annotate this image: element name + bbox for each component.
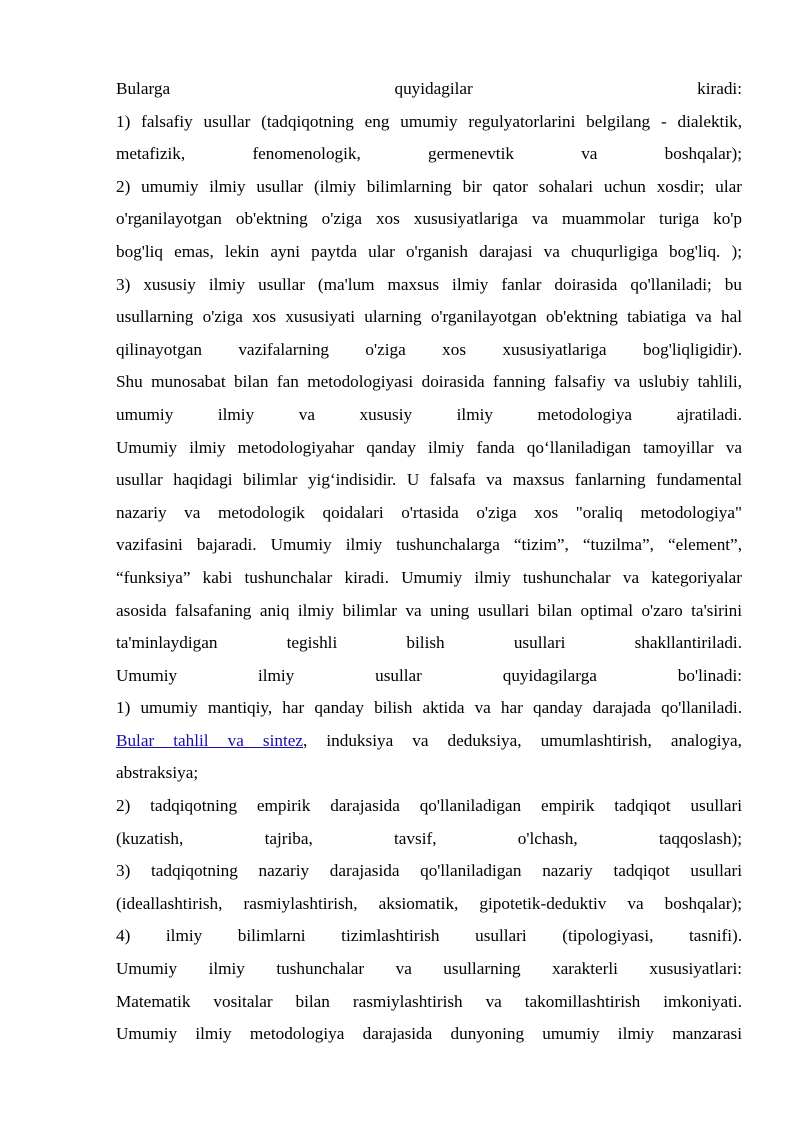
text-line: Shu munosabat bilan fan metodologiyasi doirasida fanning falsafiy va uslubiy tahlili, bbox=[116, 372, 742, 392]
text-line: Umumiy ilmiy metodologiyahar qanday ilmiy fanda qo‘llaniladigan tamoyillar va bbox=[116, 437, 742, 457]
text-line: umumiy ilmiy va xususiy ilmiy metodologiya ajratiladi. bbox=[116, 404, 742, 424]
text-line: (kuzatish, tajriba, tavsif, o'lchash, taqqoslash); bbox=[116, 828, 742, 848]
text-line: 1) umumiy mantiqiy, har qanday bilish aktida va har qanday darajada qo'llaniladi. bbox=[116, 698, 742, 718]
text-line: 2) tadqiqotning empirik darajasida qo'llaniladigan empirik tadqiqot usullari bbox=[116, 796, 742, 816]
text-line: “funksiya” kabi tushunchalar kiradi. Umumiy ilmiy tushunchalar va kategoriyalar bbox=[116, 567, 742, 587]
text-line: Umumiy ilmiy usullar quyidagilarga bo'linadi: bbox=[116, 665, 742, 685]
text-line: qilinayotgan vazifalarning o'ziga xos xususiyatlariga bog'liqligidir). bbox=[116, 339, 742, 359]
text-line-with-link bbox=[116, 725, 742, 758]
text-line: Bularga quyidagilar kiradi: bbox=[116, 79, 742, 98]
text-line: 1) falsafiy usullar (tadqiqotning eng umumiy regulyatorlarini belgilang - dialektik, bbox=[116, 111, 742, 131]
tahlil-sintez-link[interactable]: Bular tahlil va sintez bbox=[116, 730, 303, 750]
text-line: Umumiy ilmiy metodologiya darajasida dunyoning umumiy ilmiy manzarasi bbox=[116, 1024, 742, 1044]
text-line: o'rganilayotgan ob'ektning o'ziga xos xususiyatlariga va muammolar turiga ko'p bbox=[116, 209, 742, 229]
text-line: Matematik vositalar bilan rasmiylashtirish va takomillashtirish imkoniyati. bbox=[116, 991, 742, 1011]
link-line-rest: , induksiya va deduksiya, umumlashtirish, analogiya, bbox=[303, 730, 742, 750]
text-line: 3) xususiy ilmiy usullar (ma'lum maxsus ilmiy fanlar doirasida qo'llaniladi; bu bbox=[116, 274, 742, 294]
text-line: nazariy va metodologik qoidalari o'rtasida o'ziga xos "oraliq metodologiya" bbox=[116, 502, 742, 522]
text-line: (ideallashtirish, rasmiylashtirish, aksiomatik, gipotetik-deduktiv va boshqalar); bbox=[116, 893, 742, 913]
text-line: vazifasini bajaradi. Umumiy ilmiy tushunchalarga “tizim”, “tuzilma”, “element”, bbox=[116, 535, 742, 555]
document-page bbox=[116, 73, 742, 1051]
text-line: metafizik, fenomenologik, germenevtik va boshqalar); bbox=[116, 144, 742, 164]
text-line: 3) tadqiqotning nazariy darajasida qo'llaniladigan nazariy tadqiqot usullari bbox=[116, 861, 742, 881]
text-line: abstraksiya; bbox=[116, 763, 199, 783]
text-line: bog'liq emas, lekin ayni paytda ular o'rganish darajasi va chuqurligiga bog'liq. ); bbox=[116, 241, 742, 261]
text-line: ta'minlaydigan tegishli bilish usullari shakllantiriladi. bbox=[116, 633, 742, 653]
text-line: asosida falsafaning aniq ilmiy bilimlar va uning usullari bilan optimal o'zaro ta'sirini bbox=[116, 600, 742, 620]
text-line: 2) umumiy ilmiy usullar (ilmiy bilimlarning bir qator sohalari uchun xosdir; ular bbox=[116, 176, 742, 196]
text-line: 4) ilmiy bilimlarni tizimlashtirish usullari (tipologiyasi, tasnifi). bbox=[116, 926, 742, 946]
text-line: Umumiy ilmiy tushunchalar va usullarning xarakterli xususiyatlari: bbox=[116, 959, 742, 979]
text-line: usullar haqidagi bilimlar yig‘indisidir. U falsafa va maxsus fanlarning fundamental bbox=[116, 470, 742, 490]
text-line: usullarning o'ziga xos xususiyati ularning o'rganilayotgan ob'ektning tabiatiga va hal bbox=[116, 307, 742, 327]
